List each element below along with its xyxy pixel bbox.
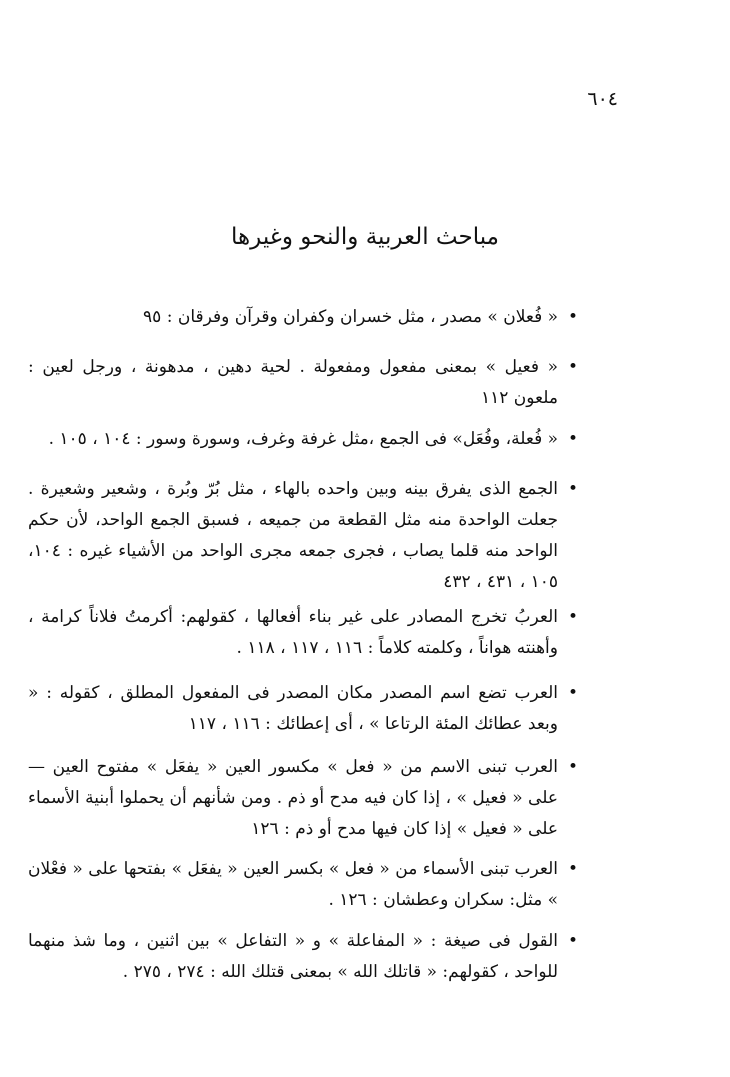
bullet: •	[567, 479, 578, 499]
bullet: •	[567, 931, 578, 951]
index-entry	[28, 302, 578, 333]
bullet: •	[567, 429, 578, 449]
bullet: •	[567, 357, 578, 377]
entry-text: العرب تبنى الأسماء من « فعل » بكسر العين « يفعَل » بفتحها على « فعْلان » مثل: سكران وعطشان : ١٢٦ .	[28, 859, 558, 910]
index-entry	[28, 474, 578, 598]
entry-text: العرب تبنى الاسم من « فعل » مكسور العين « يفعَل » مفتوح العين — على « فعيل » ، إذا كان فيه مدح أو ذم . ومن شأنهم أن يحملوا أبنية الأسماء على « فعيل » إذا كان فيها مدح أو ذم : ١٢٦	[28, 757, 558, 839]
entry-text: « فُعلة، وفُعَل» فى الجمع ،مثل غرفة وغرف، وسورة وسور : ١٠٤ ، ١٠٥ .	[48, 429, 558, 449]
entry-text: العرب تضع اسم المصدر مكان المصدر فى المفعول المطلق ، كقوله : « وبعد عطائك المئة الرتاعا » ، أى إعطائك : ١١٦ ، ١١٧	[28, 683, 558, 734]
bullet: •	[567, 307, 578, 327]
bullet: •	[567, 859, 578, 879]
entry-text: الجمع الذى يفرق بينه وبين واحده بالهاء ، مثل بُرّ وبُرة ، وشعير وشعيرة . جعلت الواحدة منه مثل القطعة من جميعه ، فسبق الجمع الواحد، لأن حكم الواحد منه قلما يصاب ، فجرى جمعه مجرى الواحد من الأشياء غيره : ١٠٤، ١٠٥ ، ٤٣١ ، ٤٣٢	[28, 479, 558, 592]
index-entry	[28, 752, 578, 845]
entry-text: « فعيل » بمعنى مفعول ومفعولة . لحية دهين ، مدهونة ، ورجل لعين : ملعون ١١٢	[28, 357, 558, 408]
entry-text: العربُ تخرج المصادر على غير بناء أفعالها ، كقولهم: أكرمتُ فلاناً كرامة ، وأهنته هواناً ، وكلمته كلاماً : ١١٦ ، ١١٧ ، ١١٨ .	[28, 607, 558, 658]
index-entry	[28, 602, 578, 664]
index-entry	[28, 424, 578, 455]
index-entry	[28, 854, 578, 916]
index-entry	[28, 678, 578, 740]
bullet: •	[567, 757, 578, 777]
index-entry	[28, 352, 578, 414]
page-number: ٦٠٤	[587, 88, 618, 110]
page-title: مباحث العربية والنحو وغيرها	[231, 224, 499, 250]
index-entry	[28, 926, 578, 988]
entry-text: القول فى صيغة : « المفاعلة » و « التفاعل » بين اثنين ، وما شذ منهما للواحد ، كقولهم: « قاتلك الله » بمعنى قتلك الله : ٢٧٤ ، ٢٧٥ .	[28, 931, 558, 982]
bullet: •	[567, 607, 578, 627]
entry-text: « فُعلان » مصدر ، مثل خسران وكفران وقرآن وفرقان : ٩٥	[143, 307, 558, 327]
bullet: •	[567, 683, 578, 703]
